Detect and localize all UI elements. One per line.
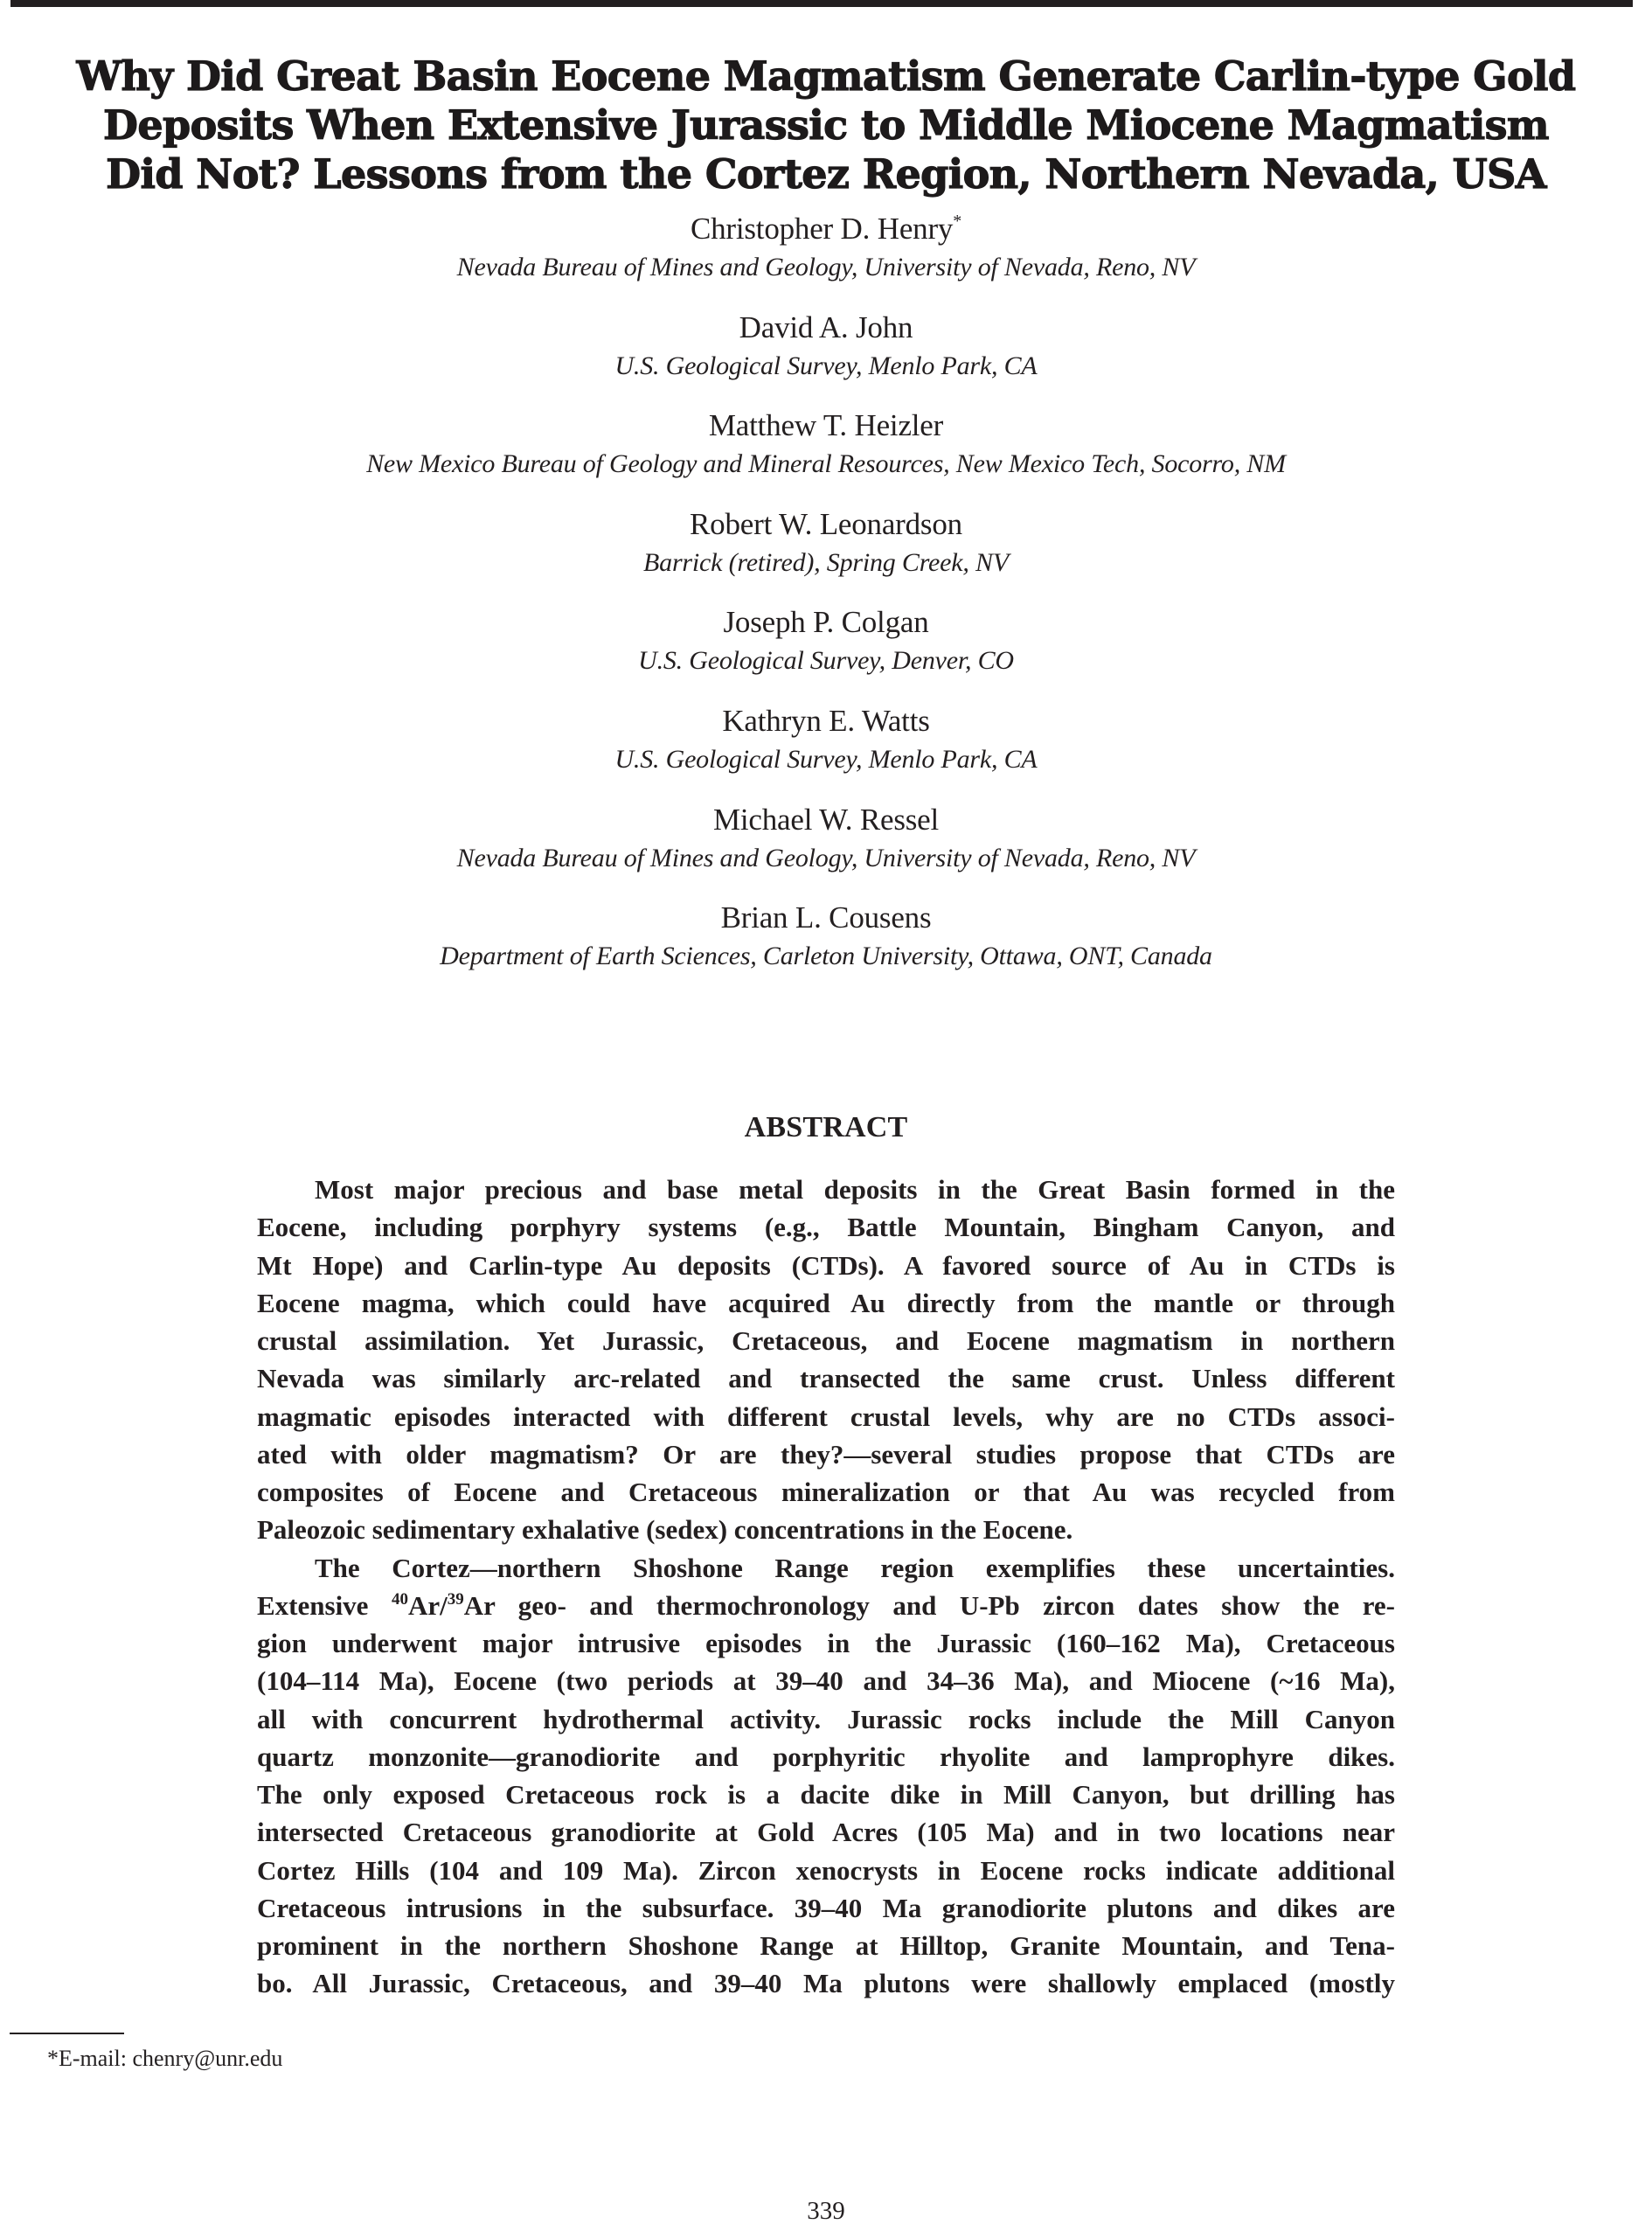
author-entry [0, 702, 1652, 801]
author-entry [0, 407, 1652, 505]
author-name: Christopher D. Henry* [690, 212, 962, 246]
author-name: Robert W. Leonardson [690, 506, 962, 541]
abstract-line: Mt Hope) and Carlin-type Au deposits (CTDs). A favored source of Au in CTDs is [257, 1249, 1395, 1281]
paper-title [52, 52, 1600, 198]
abstract-line: (104–114 Ma), Eocene (two periods at 39–40 and 34–36 Ma), and Miocene (~16 Ma), [257, 1665, 1395, 1697]
author-entry [0, 801, 1652, 900]
author-affiliation: Barrick (retired), Spring Creek, NV [643, 547, 1009, 577]
abstract-line: bo. All Jurassic, Cretaceous, and 39–40 Ma plutons were shallowly emplaced (mostly [257, 1968, 1395, 1999]
author-affiliation: Nevada Bureau of Mines and Geology, University of Nevada, Reno, NV [456, 843, 1196, 872]
abstract-line: ated with older magmatism? Or are they?—several studies propose that CTDs are [257, 1438, 1395, 1470]
footnote-rule [10, 2033, 124, 2034]
title-line: Did Not? Lessons from the Cortez Region, Northern Nevada, USA [106, 149, 1546, 198]
author-list [0, 210, 1652, 997]
author-affiliation: Nevada Bureau of Mines and Geology, University of Nevada, Reno, NV [456, 253, 1196, 281]
author-name: Matthew T. Heizler [708, 408, 944, 443]
abstract-line-isotope: Extensive $^{40}$Ar/$^{39}$Ar geo- and thermochronology and U-Pb zircon dates show the re- [257, 1589, 1396, 1621]
abstract-line: Nevada was similarly arc-related and transected the same crust. Unless different [257, 1363, 1395, 1394]
abstract-body [257, 1171, 1395, 2003]
abstract-line: Eocene magma, which could have acquired Au directly from the mantle or through [257, 1287, 1395, 1318]
abstract-line: quartz monzonite—granodiorite and porphyritic rhyolite and lamprophyre dikes. [257, 1741, 1395, 1772]
author-name: Michael W. Ressel [712, 802, 940, 837]
abstract-line: Paleozoic sedimentary exhalative (sedex) concentrations in the Eocene. [257, 1514, 1073, 1546]
corresponding-author-mark: * [953, 212, 962, 231]
abstract-heading: ABSTRACT [744, 1111, 908, 1144]
abstract-line: Cretaceous intrusions in the subsurface. 39–40 Ma granodiorite plutons and dikes are [257, 1892, 1395, 1923]
author-affiliation: U.S. Geological Survey, Denver, CO [638, 646, 1014, 676]
abstract-line: The Cortez—northern Shoshone Range region exemplifies these uncertainties. [315, 1552, 1395, 1583]
abstract-line: all with concurrent hydrothermal activity. Jurassic rocks include the Mill Canyon [257, 1703, 1395, 1734]
isotope-mass-39: 39 [447, 1589, 464, 1609]
author-entry [0, 309, 1652, 407]
abstract-line: crustal assimilation. Yet Jurassic, Cretaceous, and Eocene magmatism in northern [257, 1325, 1395, 1356]
author-name: Brian L. Cousens [720, 900, 932, 935]
abstract-line: intersected Cretaceous granodiorite at Gold Acres (105 Ma) and in two locations near [257, 1817, 1395, 1848]
footnote-email: *E-mail: chenry@unr.edu [47, 2046, 283, 2071]
author-affiliation: U.S. Geological Survey, Menlo Park, CA [614, 351, 1038, 380]
abstract-line: Eocene, including porphyry systems (e.g., Battle Mountain, Bingham Canyon, and [257, 1212, 1395, 1243]
abstract-line: magmatic episodes interacted with different crustal levels, why are no CTDs associ- [257, 1400, 1395, 1432]
author-entry [0, 603, 1652, 702]
title-line: Why Did Great Basin Eocene Magmatism Generate Carlin-type Gold [76, 52, 1576, 100]
title-line: Deposits When Extensive Jurassic to Middle Miocene Magmatism [103, 101, 1549, 149]
author-affiliation: Department of Earth Sciences, Carleton University, Ottawa, ONT, Canada [440, 942, 1212, 971]
isotope-mass-40: 40 [391, 1589, 408, 1609]
author-entry [0, 210, 1652, 309]
author-entry [0, 505, 1652, 604]
abstract-line: Most major precious and base metal deposits in the Great Basin formed in the [315, 1174, 1395, 1205]
page-number: 339 [807, 2197, 845, 2225]
author-entry [0, 899, 1652, 997]
abstract-line: composites of Eocene and Cretaceous mineralization or that Au was recycled from [257, 1477, 1395, 1507]
header-rule [10, 0, 1633, 7]
abstract-line: prominent in the northern Shoshone Range at Hilltop, Granite Mountain, and Tena- [257, 1930, 1395, 1961]
author-affiliation: U.S. Geological Survey, Menlo Park, CA [614, 744, 1038, 774]
author-affiliation: New Mexico Bureau of Geology and Mineral Resources, New Mexico Tech, Socorro, NM [366, 449, 1286, 479]
author-name: Kathryn E. Watts [722, 703, 930, 738]
author-name: Joseph P. Colgan [723, 605, 929, 640]
author-name: David A. John [739, 309, 913, 344]
abstract-line: gion underwent major intrusive episodes in the Jurassic (160–162 Ma), Cretaceous [257, 1628, 1395, 1658]
abstract-line: Cortez Hills (104 and 109 Ma). Zircon xenocrysts in Eocene rocks indicate additional [257, 1854, 1395, 1886]
abstract-line: The only exposed Cretaceous rock is a dacite dike in Mill Canyon, but drilling has [257, 1779, 1395, 1810]
